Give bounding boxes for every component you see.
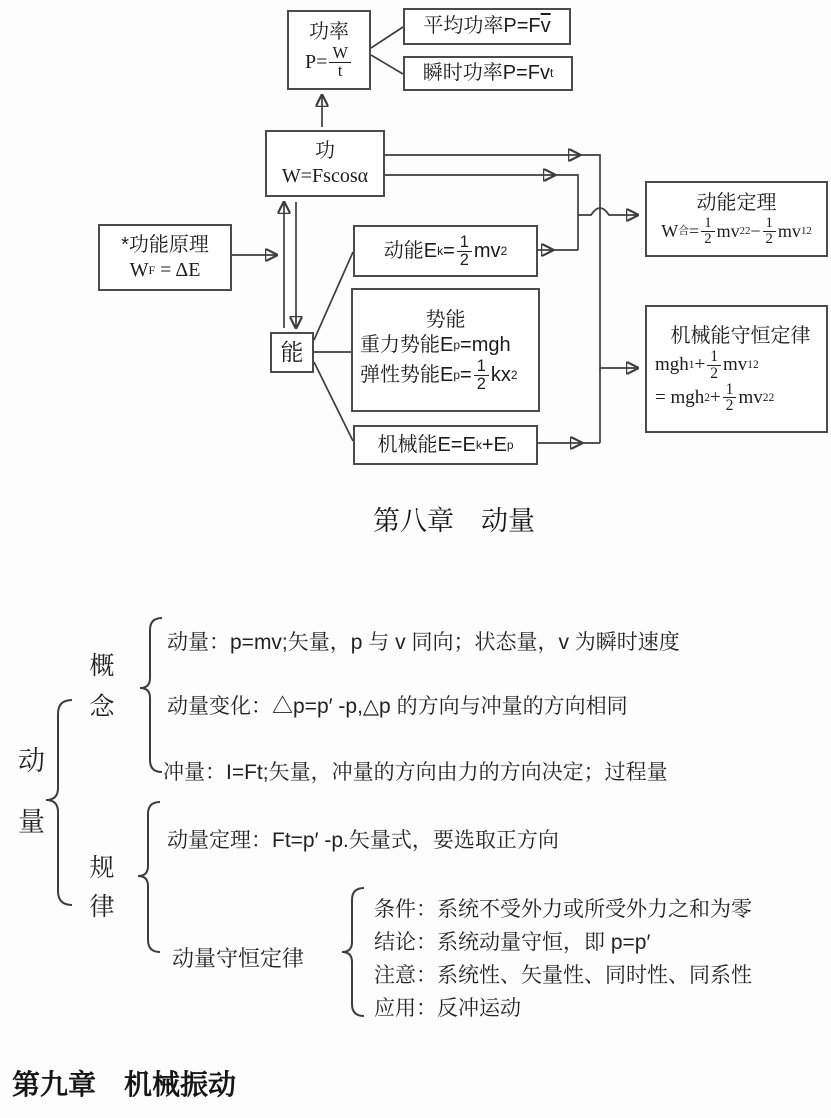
- kt-t1-sup: 2: [744, 224, 751, 237]
- line-energy-kinetic: [314, 252, 353, 340]
- fraction-denominator: 2: [459, 250, 469, 269]
- cv-l2-post-sub: 1: [747, 359, 753, 371]
- conservation-title: 机械能守恒定律: [670, 324, 811, 347]
- fraction-numerator: 1: [474, 358, 489, 376]
- momentum-conservation-label: 动量守恒定律: [172, 946, 305, 971]
- kt-t1-sub: 2: [739, 224, 745, 237]
- elastic-potential-formula: [353, 358, 538, 392]
- avg-power-formula: [423, 14, 550, 39]
- fraction: [723, 382, 737, 415]
- fraction-denominator: t: [337, 61, 343, 80]
- avg-power-box: [403, 8, 571, 45]
- elastic-sub: p: [453, 367, 461, 382]
- line-power-to-avg: [371, 27, 403, 48]
- fraction: [707, 349, 721, 382]
- ke-theorem-title: 动能定理: [696, 191, 777, 214]
- conservation-conclusion-line: 结论：系统动量守恒，即 p=p′: [374, 931, 651, 954]
- conservation-formula-line2: [655, 382, 774, 415]
- potential-title: 势能: [425, 308, 466, 331]
- kt-t2-sup: 2: [806, 224, 812, 237]
- kt-w-sub: 合: [678, 224, 690, 237]
- cv-l3-pre-sub: 2: [704, 391, 710, 404]
- fraction-denominator: 2: [476, 374, 486, 393]
- gravity-sub: p: [453, 337, 461, 352]
- v-bar: $\overline{v}$: [540, 15, 551, 37]
- curly-brace-rule: [138, 802, 160, 952]
- chapter8-title: 第八章 动量: [373, 506, 535, 536]
- principle-rest: = ΔE: [160, 258, 201, 281]
- kt-minus: −: [750, 221, 761, 242]
- work-box: [265, 130, 385, 197]
- curly-brace-momentum: [46, 700, 72, 905]
- principle-formula: [130, 258, 201, 283]
- power-formula-pre: P=: [305, 51, 328, 73]
- line-to-ke-theorem: [578, 208, 637, 215]
- fraction: [763, 216, 776, 247]
- kinetic-post: mv: [473, 239, 501, 262]
- avg-power-text: 平均功率P=F: [423, 15, 541, 37]
- ke-theorem-formula: [661, 216, 812, 247]
- fraction: [701, 216, 714, 247]
- power-formula: [305, 45, 353, 79]
- kt-t1: mv: [716, 221, 740, 242]
- mechanical-sub2: p: [506, 437, 514, 452]
- energy-box: [270, 332, 314, 373]
- momentum-root-label: 动量: [14, 746, 44, 868]
- inst-power-text: 瞬时功率P=Fv: [422, 62, 550, 84]
- kinetic-formula: [384, 234, 508, 268]
- fraction-denominator: 2: [725, 397, 734, 415]
- line-merge-vertical: [554, 175, 578, 250]
- cv-l3-post-sub: 2: [762, 391, 769, 404]
- inst-power-sub: t: [549, 66, 554, 80]
- elastic-eq: =: [460, 363, 472, 386]
- principle-title: *功能原理: [121, 233, 209, 256]
- gravity-potential-formula: [353, 333, 538, 358]
- fraction: [457, 234, 472, 268]
- kt-t2-sub: 1: [800, 224, 807, 237]
- mechanical-mid: +E: [481, 433, 507, 456]
- work-title: 功: [315, 139, 335, 162]
- line-work-to-conservation: [579, 155, 637, 368]
- cv-l2-post-sup: 2: [752, 359, 759, 371]
- cv-l3-post-sup: 2: [768, 391, 775, 404]
- kinetic-eq: =: [443, 239, 455, 262]
- curly-brace-concept: [140, 618, 162, 772]
- cv-l3-pre: = mgh: [655, 387, 705, 408]
- fraction-denominator: 2: [765, 231, 773, 247]
- kt-eq: =: [689, 221, 700, 242]
- principle-w: W: [129, 258, 149, 281]
- kt-w: W: [661, 221, 679, 242]
- fraction: [474, 358, 489, 392]
- fraction-numerator: 1: [457, 234, 472, 252]
- kinetic-energy-box: [353, 225, 538, 277]
- elastic-post: kx: [490, 363, 511, 386]
- kt-t2: mv: [777, 221, 801, 242]
- conservation-box: [645, 305, 828, 433]
- conservation-condition-line: 条件：系统不受外力或所受外力之和为零: [374, 898, 752, 921]
- cv-l3-post: mv: [738, 387, 763, 408]
- elastic-pre: 弹性势能E: [360, 363, 454, 386]
- gravity-post: =mgh: [460, 333, 511, 356]
- impulse-line: 冲量：I=Ft;矢量，冲量的方向由力的方向决定；过程量: [163, 761, 668, 784]
- momentum-theorem-line: 动量定理：Ft=p′ -p.矢量式，要选取正方向: [167, 829, 559, 852]
- conservation-application-line: 应用：反冲运动: [374, 997, 521, 1020]
- ke-theorem-box: [645, 181, 828, 257]
- conservation-note-line: 注意：系统性、矢量性、同时性、同系性: [374, 964, 752, 987]
- cv-l2-pre: mgh: [655, 354, 689, 376]
- rule-label: 规律: [86, 854, 114, 932]
- inst-power-box: [403, 56, 573, 91]
- chapter9-heading: 第九章 机械振动: [12, 1069, 237, 1100]
- fraction-denominator: 2: [704, 231, 712, 247]
- fraction-denominator: 2: [710, 364, 718, 382]
- momentum-change-line: 动量变化：△p=p′ -p,△p 的方向与冲量的方向相同: [167, 695, 628, 718]
- cv-l2-plus: +: [694, 354, 706, 376]
- fraction: [329, 45, 350, 79]
- power-box: [287, 10, 371, 90]
- fraction-numerator: 1: [701, 216, 714, 232]
- energy-label: 能: [280, 339, 304, 366]
- fraction-numerator: 1: [707, 349, 721, 366]
- curly-brace-conservation: [342, 888, 364, 1016]
- principle-box: [98, 224, 232, 291]
- fraction-numerator: 1: [763, 216, 776, 232]
- kinetic-pre: 动能E: [383, 239, 438, 262]
- concept-label: 概念: [86, 652, 114, 734]
- principle-w-sub: F: [148, 262, 156, 277]
- power-title: 功率: [309, 21, 349, 44]
- inst-power-formula: [423, 61, 554, 86]
- cv-l2-post: mv: [723, 354, 748, 376]
- work-formula: W=Fscosα: [281, 164, 369, 187]
- mechanical-sub1: k: [475, 437, 482, 452]
- mechanical-energy-box: [353, 425, 538, 465]
- cv-l3-plus: +: [709, 387, 721, 408]
- fraction-numerator: W: [329, 45, 350, 63]
- conservation-formula-line1: [655, 349, 759, 382]
- elastic-sup: 2: [510, 367, 518, 382]
- line-energy-mechanical: [314, 362, 353, 441]
- kinetic-sup: 2: [500, 243, 508, 258]
- mechanical-pre: 机械能E=E: [377, 433, 476, 456]
- potential-energy-box: [351, 288, 540, 412]
- gravity-pre: 重力势能E: [360, 333, 454, 356]
- fraction-numerator: 1: [723, 382, 737, 399]
- line-power-to-inst: [371, 55, 403, 74]
- cv-l2-pre-sub: 1: [688, 359, 695, 371]
- mechanical-formula: [377, 433, 513, 458]
- kinetic-sub: k: [437, 243, 444, 258]
- momentum-definition-line: 动量：p=mv;矢量，p 与 v 同向；状态量，v 为瞬时速度: [167, 631, 680, 654]
